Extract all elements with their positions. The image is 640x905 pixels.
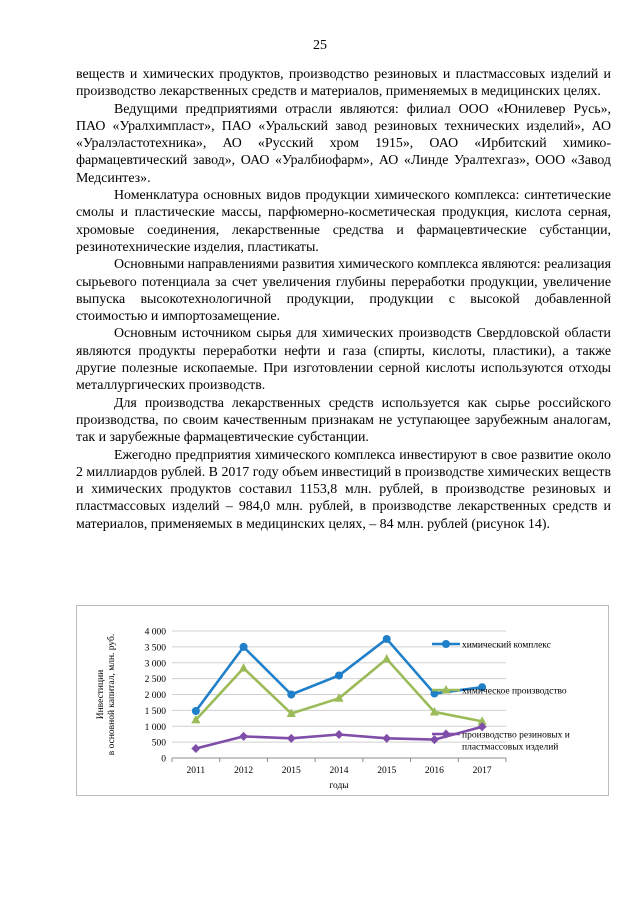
legend-label <box>462 687 567 697</box>
x-tick-label: 2011 <box>186 766 206 776</box>
paragraph: Номенклатура основных видов продукции химического комплекса: синтетические смолы и пластические массы, парфюмерно-косметическая продукция, кислота серная, хромовые соединения, лекарственные средства и фармацевтические субстанции, резинотехнические изделия, пластикаты. <box>76 188 611 255</box>
data-point <box>287 691 295 699</box>
paragraph: Основными направлениями развития химического комплекса являются: реализация сырьевого потенциала за счет увеличения глубины переработки продукции, увеличение выпуска высокотехнологичной продукции, продукции с высокой добавленной стоимостью и импортозамещение. <box>76 257 611 325</box>
data-point <box>239 663 248 672</box>
y-axis-label-line: в основной капитал, млн. руб. <box>107 633 117 756</box>
data-point <box>442 640 450 648</box>
legend-label-line: пластмассовых изделий <box>462 742 559 753</box>
data-point <box>430 735 439 744</box>
paragraph: Для производства лекарственных средств используется как сырье российского производства, по своим качественным признакам не уступающее зарубежным аналогам, так и зарубежные фармацевтические субстанции. <box>76 395 611 446</box>
legend-label-line: химический комплекс <box>462 640 551 651</box>
paragraph: Ежегодно предприятия химического комплекса инвестируют в свое развитие около 2 миллиардов рублей. В 2017 году объем инвестиций в производстве химических веществ и химических продуктов составил 1153,8 млн. рублей, в производстве резиновых и пластмассовых изделий – 984,0 млн. рублей, в производстве лекарственных средств и материалов, применяемых в медицинских целях, – 84 млн. рублей (рисунок 14). <box>76 447 611 532</box>
legend-label-line: производство резиновых и <box>462 730 570 741</box>
y-tick-label: 3 500 <box>144 643 166 654</box>
y-tick-label: 2 000 <box>144 691 166 701</box>
data-point <box>383 635 391 643</box>
y-tick-label: 1 500 <box>144 706 166 717</box>
legend-label <box>462 640 551 651</box>
data-point <box>382 654 391 663</box>
x-tick-label: 2014 <box>329 766 349 776</box>
data-point <box>382 734 391 743</box>
chart-svg <box>77 606 608 795</box>
data-point <box>192 707 200 715</box>
y-axis-label <box>96 634 117 756</box>
x-tick-label: 2012 <box>234 766 254 776</box>
x-axis-label: годы <box>329 781 349 791</box>
y-tick-label: 500 <box>151 738 166 749</box>
body-text <box>76 66 611 533</box>
y-axis-label-line: Инвестиции <box>96 669 106 720</box>
paragraph: Ведущими предприятиями отрасли являются: филиал ООО «Юнилевер Русь», ПАО «Уралхимпласт», ПАО «Уральский завод резиновых технических изделий», АО «Уралэластотехника», АО «Русский хром 1915», ОАО «Ирбитский химико-фармацевтический завод», ОАО «Уралбиофарм», АО «Линде Уралтехгаз», ООО «Завод Медсинтез». <box>76 101 611 186</box>
data-point <box>239 732 248 741</box>
data-point <box>287 734 296 743</box>
x-tick-label: 2015 <box>377 766 397 776</box>
y-tick-label: 1 000 <box>144 722 166 733</box>
data-point <box>335 730 344 739</box>
y-tick-label: 0 <box>161 754 166 765</box>
page-number: 25 <box>313 38 327 53</box>
y-tick-label: 3 000 <box>144 659 166 670</box>
data-point <box>191 744 200 753</box>
data-point <box>335 671 343 679</box>
legend-label-line: химическое производство <box>462 686 567 697</box>
paragraph: веществ и химических продуктов, производство резиновых и пластмассовых изделий и производство лекарственных средств и материалов, применяемых в медицинских целях. <box>76 67 611 100</box>
investment-chart <box>76 605 609 796</box>
y-tick-label: 2 500 <box>144 675 166 686</box>
x-tick-label: 2016 <box>424 766 444 776</box>
x-tick-label: 2015 <box>281 766 301 776</box>
y-tick-label: 4 000 <box>144 627 166 638</box>
legend-label <box>462 731 570 753</box>
data-point <box>240 643 248 651</box>
paragraph: Основным источником сырья для химических производств Свердловской области являются продукты переработки нефти и газа (спирты, кислоты, пластики), а также другие полезные ископаемые. При изготовлении серной кислоты используются отходы металлургических производств. <box>76 326 611 394</box>
x-tick-label: 2017 <box>472 766 492 776</box>
